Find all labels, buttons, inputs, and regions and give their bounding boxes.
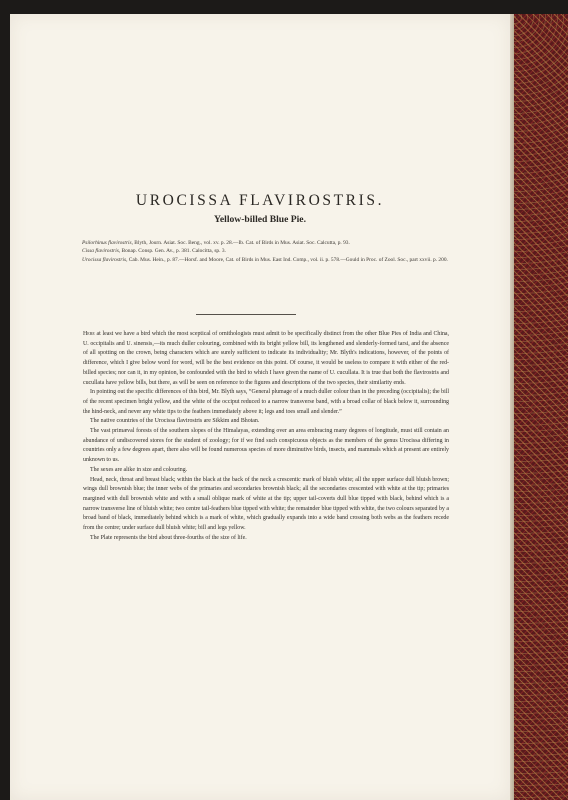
lead-word: Here [83, 331, 95, 337]
body-paragraph: The vast primæval forests of the southern slopes of the Himalayas, extending over an area embracing many degrees of longitude, must still contain an abundance of undiscovered stores for the student of zoology; for if we find such conspicuous objects as the members of the genus Urocissa differing in countries only a few degrees apart, there also will be found numerous species of more diminutive birds, insects, and mammals which at present are entirely unknown to us. [83, 428, 449, 464]
synonym-name: Psilorhinus flavirostris, [82, 240, 133, 246]
book-page [10, 14, 510, 800]
body-paragraph: In pointing out the specific differences of this bird, Mr. Blyth says, “General plumage of a much duller colour than in the preceding (occipitalis); the bill of the recent specimen bright yellow, and the white of the occiput reduced to a narrow transverse band, with a broad collar of black below it, surrounding the hind-neck, and never any white tips to the feathers immediately above it; legs and toes small and slender.” [83, 389, 449, 415]
synonymy-entry [82, 247, 448, 255]
body-paragraph: The Plate represents the bird about three-fourths of the size of life. [90, 534, 247, 541]
synonymy-entry [82, 256, 448, 264]
synonym-name: Cissa flavirostris, [82, 248, 121, 255]
synonymy-entry [82, 239, 448, 247]
synonym-name: Urocissa flavirostris, [82, 256, 128, 263]
page-subtitle: Yellow-billed Blue Pie. [214, 214, 306, 225]
page-title: UROCISSA FLAVIROSTRIS. [135, 192, 385, 209]
synonym-reference: Cab. Mus. Hein., p. 87.—Horsf. and Moore, Cat. of Birds in Mus. East Ind. Comp., vol. ii. p. 578.—Gould in Proc. of Zool. Soc., part xxvii. p. 200. [127, 256, 448, 263]
synonym-reference: Blyth, Journ. Asiat. Soc. Beng., vol. xv. p. 28.—Ib. Cat. of Birds in Mus. Asiat. Soc. Calcutta, p. 93. [132, 240, 350, 246]
book-binding-edge [512, 14, 568, 800]
body-paragraph: Here at least we have a bird which the most sceptical of ornithologists must admit to be specifically distinct from the other Blue Pies of India and China, U. occipitalis and U. sinensis,—its much duller colouring, combined with its bright yellow bill, its lengthened and slenderly-formed tarsi, and the absence of all spotting on the crown, being characters which are surely sufficient to indicate its individuality; Mr. Blyth's indications, however, of the points of difference, which I give below word for word, will be the best evidence on this point. Of course, it would be useless to compare it with either of the red-billed species; nor can it, in my opinion, be confounded with the bird to which I have given the name of U. cucullata. It is true that both the flavirostris and cucullata have yellow bills, but there, as will be seen on reference to the figures and descriptions of the two species, their similarity ends. [83, 331, 449, 386]
synonym-reference: Bonap. Consp. Gen. Av., p. 381. Calocitta, sp. 3. [120, 248, 226, 255]
body-paragraph: The sexes are alike in size and colouring. [90, 466, 188, 473]
section-divider [196, 314, 296, 315]
body-text [83, 330, 449, 543]
body-paragraph: The native countries of the Urocissa flavirostris are Sikkim and Bhotan. [90, 418, 260, 425]
body-paragraph: Head, neck, throat and breast black; within the black at the back of the neck a crescentic mark of bluish white; all the upper surface dull bluish brown; wings dull brownish blue; the inner webs of the primaries and secondaries brownish black; all the secondaries crescented with white at the tip; primaries margined with dull brownish white and with a small oblique mark of white at the tip; upper tail-coverts dull blue tipped with black, behind which is a narrow transverse line of bluish white; two centre tail-feathers blue tipped with white; the remainder blue tipped with white, the two colours separated by a broad band of black, immediately behind which is a mark of white, which gradually expands into a wide band crossing both webs as the feathers recede from the centre; under surface dull bluish white; bill and legs yellow. [83, 476, 449, 532]
synonymy-block [82, 239, 448, 264]
